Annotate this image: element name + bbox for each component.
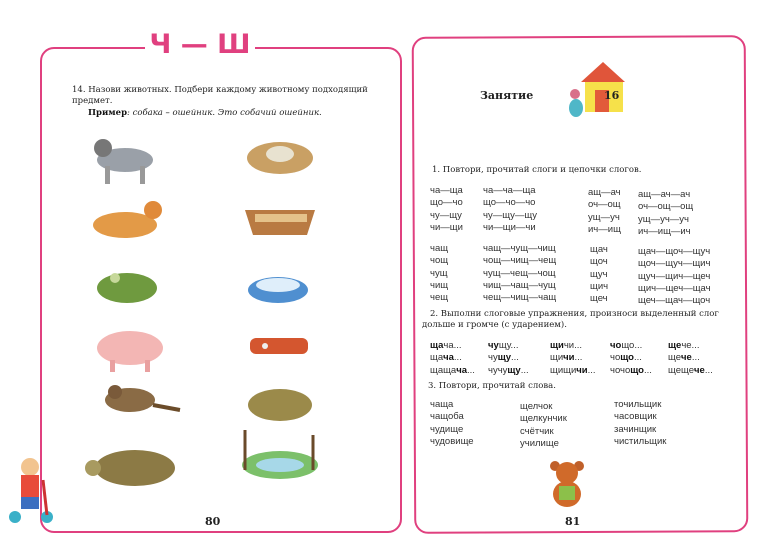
stressed-syllable: ще xyxy=(668,340,682,351)
syllable-part: ... xyxy=(453,352,462,364)
syllable-item xyxy=(668,340,713,352)
page-number-left: 80 xyxy=(205,515,221,528)
syllable-item: щич xyxy=(590,280,609,292)
syllable-item: щоч xyxy=(590,256,608,268)
syllable-item: щеч—щач—щоч xyxy=(638,295,711,307)
turtle-icon xyxy=(85,450,175,486)
syllable-column xyxy=(588,187,621,236)
syllable-part: що... xyxy=(621,340,643,351)
syllable-item: щеч xyxy=(590,293,608,305)
stressed-syllable: ча xyxy=(456,364,468,376)
syllable-part: щищи xyxy=(550,364,577,376)
syllable-part: щу... xyxy=(498,340,519,351)
syllable-part: чи... xyxy=(563,340,583,351)
stressed-syllable: чи xyxy=(563,352,575,364)
syllable-item: чащ xyxy=(430,243,449,254)
syllable-item: чощ xyxy=(430,255,449,267)
syllable-item: що—чо—чо xyxy=(483,197,536,209)
syllable-column xyxy=(430,399,474,448)
syllable-item xyxy=(668,365,713,377)
stressed-syllable: що xyxy=(620,352,634,364)
stressed-syllable: че xyxy=(694,364,705,376)
syllable-part: ... xyxy=(704,364,713,376)
syllable-item: чистильщик xyxy=(614,435,667,447)
animal-pictures xyxy=(85,130,325,500)
syllable-column xyxy=(638,189,693,238)
syllable-column xyxy=(430,243,448,304)
page-heading: Ч — Ш xyxy=(145,30,255,60)
syllable-column xyxy=(430,185,463,234)
syllable-item xyxy=(430,365,475,377)
syllable-item xyxy=(550,352,596,364)
syllable-part: ... xyxy=(574,352,583,364)
syllable-column xyxy=(483,243,556,304)
cat-icon xyxy=(93,201,162,238)
syllable-item: чищ xyxy=(430,279,449,291)
syllable-part: чу xyxy=(488,352,498,364)
syllable-item: ча—ча—ща xyxy=(483,185,536,196)
syllable-item: чи—щи xyxy=(430,221,463,233)
syllable-part: щеще xyxy=(668,364,694,376)
syllable-item: ич—ищ—ич xyxy=(638,225,691,237)
stressed-syllable: ща xyxy=(430,340,444,351)
syllable-part: ще xyxy=(668,352,681,364)
exercise-1-title: 1. Повтори, прочитай слоги и цепочки слогов. xyxy=(432,165,642,175)
dog-icon xyxy=(94,139,153,184)
syllable-item: щач xyxy=(590,244,608,255)
syllable-item: чащ—чущ—чищ xyxy=(483,243,556,254)
syllable-item: чощ—чищ—чещ xyxy=(483,255,557,267)
trough-icon xyxy=(245,210,315,235)
syllable-item: чущ—чещ—чощ xyxy=(483,267,556,279)
syllable-part: ... xyxy=(467,364,475,376)
syllable-item: ич—ищ xyxy=(588,223,621,235)
stressed-syllable: ча xyxy=(443,352,454,364)
teddy-bear-icon xyxy=(545,458,590,510)
exercise-2-title: 2. Выполни слоговые упражнения, произноси выделенный слог дольше и громче (с ударением). xyxy=(422,309,719,330)
syllable-part: ... xyxy=(691,352,700,364)
syllable-item xyxy=(430,352,475,364)
syllable-part: ... xyxy=(520,364,529,376)
syllable-part: ща xyxy=(430,364,444,376)
syllable-column xyxy=(483,185,537,234)
syllable-part: ща xyxy=(430,352,444,364)
syllable-item: оч—ощ xyxy=(588,199,621,211)
syllable-item: щич—щеч—щач xyxy=(638,282,711,294)
syllable-item xyxy=(610,365,652,377)
pond-icon xyxy=(242,430,318,479)
syllable-item: чещ—чищ—чащ xyxy=(483,292,557,304)
syllable-part: ... xyxy=(633,352,642,364)
syllable-item: часовщик xyxy=(614,411,657,423)
bird-icon xyxy=(105,385,180,412)
syllable-item xyxy=(550,340,596,352)
syllable-item: точильщик xyxy=(614,399,662,410)
child-on-scooter-icon xyxy=(5,455,60,525)
syllable-item: чудище xyxy=(430,423,464,435)
task-text: 14. Назови животных. Подбери каждому животному подходящий предмет. xyxy=(72,85,368,106)
lesson-number: 16 xyxy=(604,89,620,102)
syllable-column xyxy=(668,340,713,377)
syllable-item xyxy=(610,352,652,364)
shell-icon xyxy=(248,389,312,421)
syllable-item: чещ xyxy=(430,292,449,304)
syllable-part: ча... xyxy=(443,340,462,351)
stressed-syllable: чу xyxy=(488,340,499,351)
nest-icon xyxy=(247,142,313,174)
syllable-item: щоч—щуч—щич xyxy=(638,258,711,270)
stressed-syllable: че xyxy=(681,352,692,364)
example-label: Пример xyxy=(88,108,128,118)
syllable-item: щелкунчик xyxy=(520,413,567,425)
syllable-column xyxy=(610,340,652,377)
syllable-item: ча—ща xyxy=(430,185,463,196)
page-number-right: 81 xyxy=(565,515,581,528)
lesson-label: Занятие xyxy=(480,89,534,102)
syllable-item xyxy=(550,365,596,377)
syllable-item: счётчик xyxy=(520,425,554,437)
syllable-item xyxy=(488,365,529,377)
stressed-syllable: щу xyxy=(497,352,512,364)
stressed-syllable: що xyxy=(630,364,644,376)
syllable-part: чучу xyxy=(488,364,508,376)
example-text: : собака – ошейник. Это собачий ошейник. xyxy=(127,108,322,118)
syllable-part: ща xyxy=(443,364,457,376)
syllable-item xyxy=(488,352,529,364)
syllable-item: чу—щу xyxy=(430,209,462,221)
syllable-column xyxy=(550,340,596,377)
stressed-syllable: чи xyxy=(576,364,588,376)
syllable-item xyxy=(668,352,713,364)
syllable-item: чудовище xyxy=(430,435,474,447)
syllable-item: зачинщик xyxy=(614,423,657,435)
syllable-item: училище xyxy=(520,437,559,449)
syllable-item: що—чо xyxy=(430,197,463,209)
syllable-column xyxy=(520,401,567,450)
syllable-item: чи—щи—чи xyxy=(483,221,536,233)
collar-icon xyxy=(250,338,308,354)
syllable-item xyxy=(488,340,529,352)
pig-icon xyxy=(97,331,163,372)
syllable-part: ... xyxy=(511,352,519,364)
syllable-item: чаща xyxy=(430,399,454,410)
bowl-icon xyxy=(248,277,308,303)
syllable-item: щуч—щич—щеч xyxy=(638,270,711,282)
syllable-item: чащоба xyxy=(430,411,464,423)
syllable-item: ащ—ач—ач xyxy=(638,189,691,200)
syllable-part: щи xyxy=(550,352,564,364)
syllable-item: чу—щу—щу xyxy=(483,209,538,221)
syllable-item: чищ—чащ—чущ xyxy=(483,279,556,291)
syllable-item: чущ xyxy=(430,267,448,279)
syllable-column xyxy=(638,246,711,307)
syllable-column xyxy=(590,244,608,305)
syllable-part: че... xyxy=(681,340,700,351)
syllable-column xyxy=(614,399,666,448)
syllable-item: ащ—ач xyxy=(588,187,621,198)
syllable-column xyxy=(488,340,529,377)
syllable-item: ущ—уч xyxy=(588,211,620,223)
syllable-item: щуч xyxy=(590,268,608,280)
syllable-part: ... xyxy=(587,364,596,376)
syllable-part: чочо xyxy=(610,364,631,376)
syllable-column xyxy=(430,340,475,377)
example xyxy=(88,108,378,119)
syllable-item xyxy=(430,340,475,352)
stressed-syllable: чо xyxy=(610,340,622,351)
syllable-part: ... xyxy=(643,364,652,376)
exercise-3-title: 3. Повтори, прочитай слова. xyxy=(428,381,556,391)
frog-icon xyxy=(97,273,157,303)
syllable-item: щелчок xyxy=(520,401,553,412)
syllable-part: чо xyxy=(610,352,621,364)
stressed-syllable: щи xyxy=(550,340,564,351)
stressed-syllable: щу xyxy=(507,364,521,376)
syllable-item: щач—щоч—щуч xyxy=(638,246,711,257)
syllable-item xyxy=(610,340,652,352)
syllable-item: оч—ощ—ощ xyxy=(638,201,694,213)
syllable-item: ущ—уч—уч xyxy=(638,213,689,225)
